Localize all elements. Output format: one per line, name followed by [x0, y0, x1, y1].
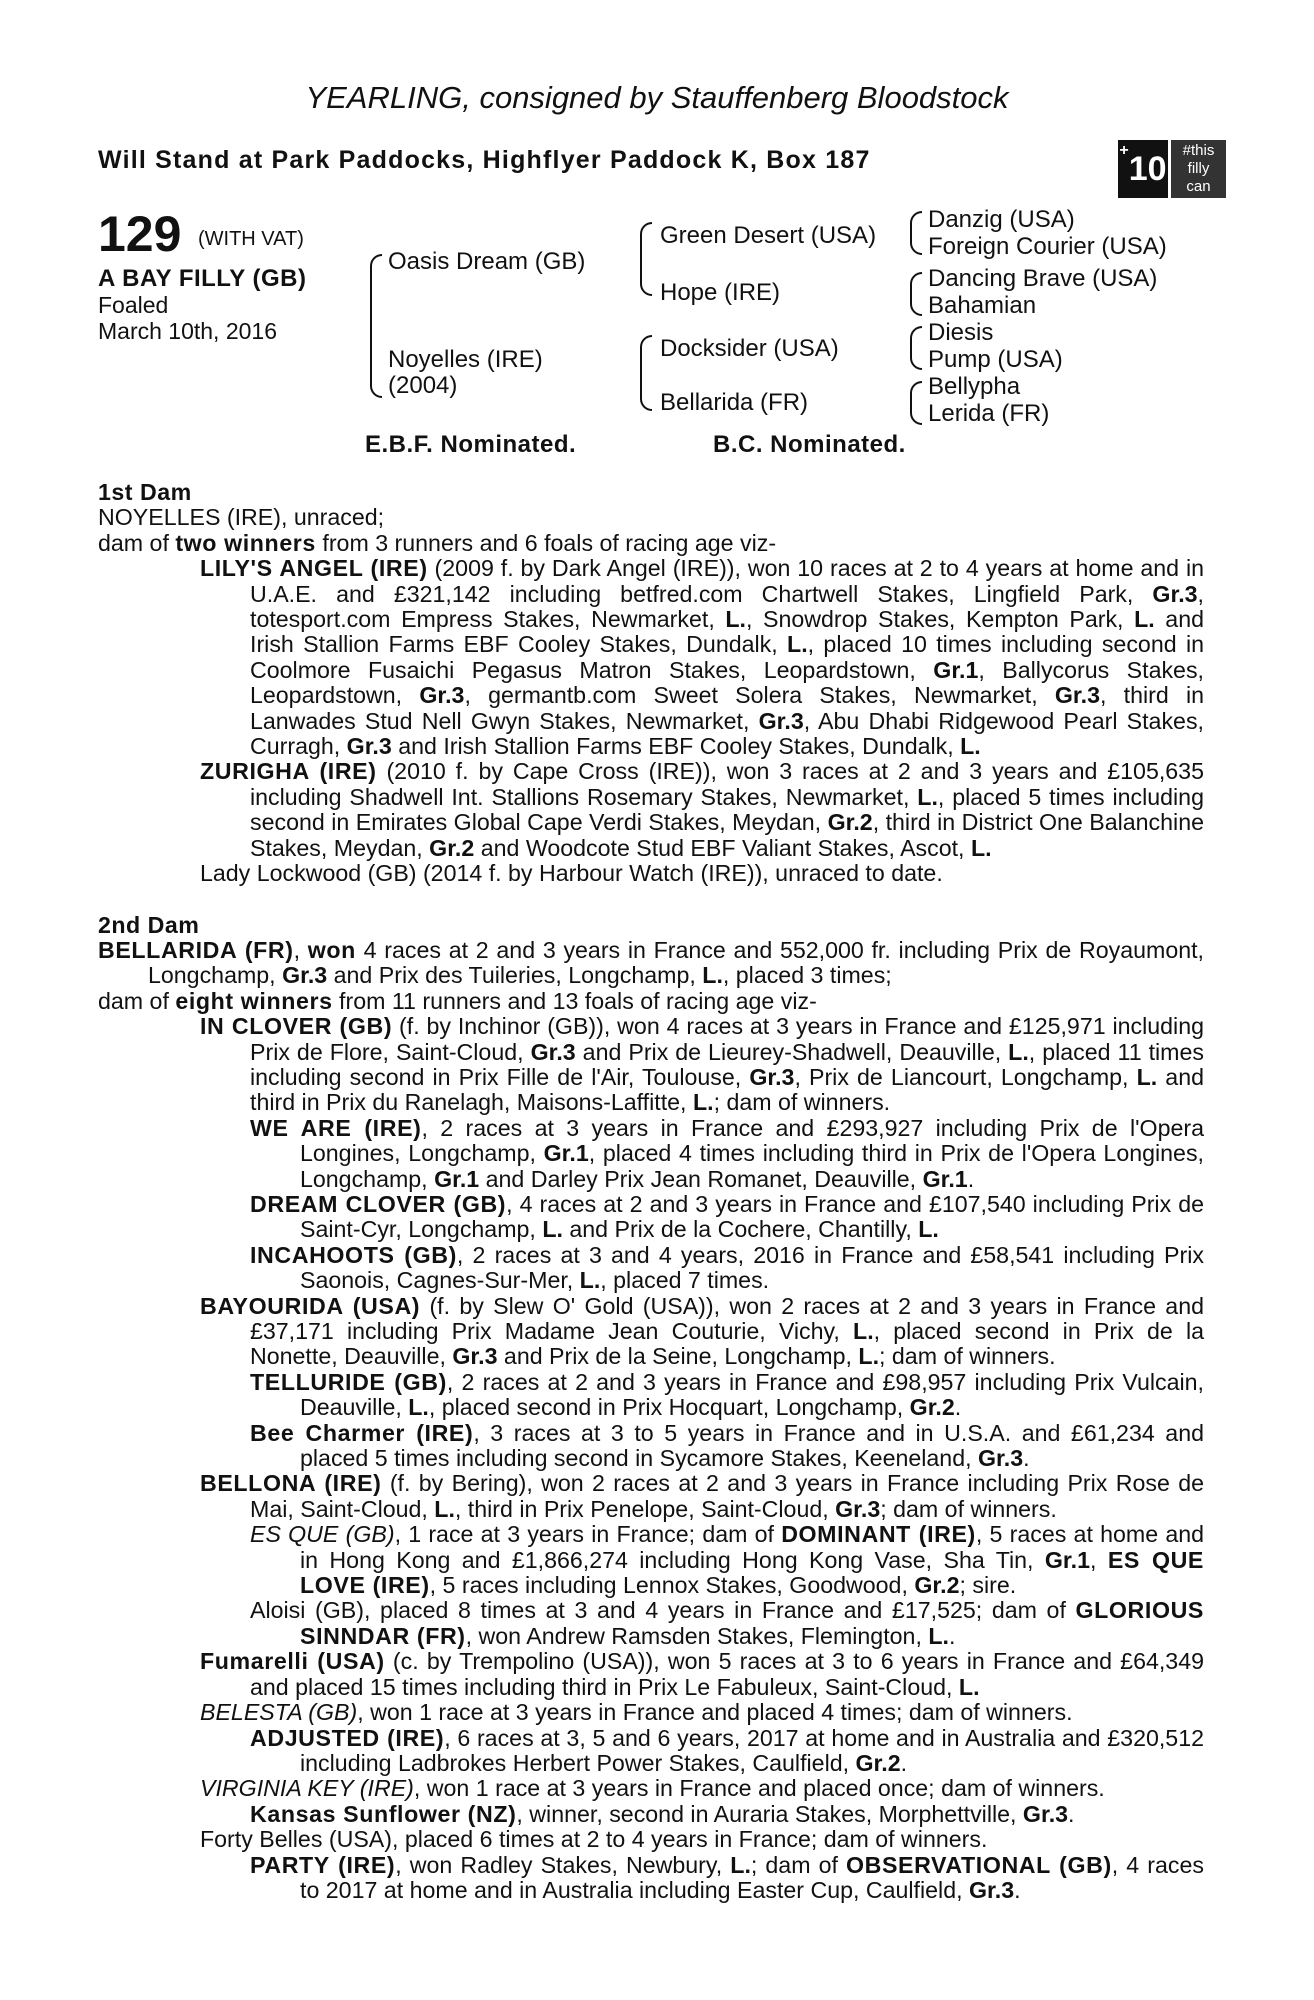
brace-ds-parents	[910, 326, 922, 370]
progeny-entry: Fumarelli (USA) (c. by Trempolino (USA)), won 5 races at 3 to 6 years in France and £64,349 and placed 15 times including third in Prix Le Fabuleux, Saint-Cloud, L.	[200, 1648, 1204, 1700]
progeny-entry: PARTY (IRE), won Radley Stakes, Newbury, L.; dam of OBSERVATIONAL (GB), 4 races to 2017 at home and in Australia including Easter Cup, Caulfield, Gr.3.	[250, 1851, 1204, 1903]
progeny-entry: ADJUSTED (IRE), 6 races at 3, 5 and 6 years, 2017 at home and in Australia and £320,512 including Ladbrokes Herbert Power Stakes, Caulfield, Gr.2.	[250, 1724, 1204, 1776]
progeny-entry: Aloisi (GB), placed 8 times at 3 and 4 years in France and £17,525; dam of GLORIOUS SINNDAR (FR), won Andrew Ramsden Stakes, Flemington, L..	[250, 1597, 1204, 1649]
progeny-entry: Bee Charmer (IRE), 3 races at 3 to 5 years in France and in U.S.A. and £61,234 and placed 5 times including second in Sycamore Stakes, Keeneland, Gr.3.	[250, 1419, 1204, 1472]
pedigree-sire-dam: Hope (IRE)	[660, 279, 781, 306]
progeny-entry: BAYOURIDA (USA) (f. by Slew O' Gold (USA)), won 2 races at 2 and 3 years in France and £37,171 including Prix Madame Jean Couturie, Vichy, L., placed second in Prix de la Nonette, Deauville, Gr.3 and Prix de la Seine, Longchamp, L.; dam of winners.	[200, 1292, 1204, 1370]
first-dam-intro: NOYELLES (IRE), unraced;	[98, 504, 385, 531]
progeny-entry: Forty Belles (USA), placed 6 times at 2 to 4 years in France; dam of winners.	[200, 1826, 988, 1853]
logo-number: 10	[1128, 150, 1167, 188]
foaled-date: March 10th, 2016	[98, 318, 278, 344]
pedigree-dss: Diesis	[928, 319, 994, 346]
progeny-entry: LILY'S ANGEL (IRE) (2009 f. by Dark Angel (IRE)), won 10 races at 2 to 4 years at home and in U.A.E. and £321,142 including betfred.com Chartwell Stakes, Lingfield Park, Gr.3, totesport.com Empress Stakes, Newmarket, L., Snowdrop Stakes, Kempton Park, L. and Irish Stallion Farms EBF Cooley Stakes, Dundalk, L., placed 10 times including second in Coolmore Fusaichi Pegasus Matron Stakes, Leopardstown, Gr.1, Ballycorus Stakes, Leopardstown, Gr.3, germantb.com Sweet Solera Stakes, Newmarket, Gr.3, third in Lanwades Stud Nell Gwyn Stakes, Newmarket, Gr.3, Abu Dhabi Ridgewood Pearl Stakes, Curragh, Gr.3 and Irish Stallion Farms EBF Cooley Stakes, Dundalk, L.	[200, 555, 1205, 760]
progeny-entry: VIRGINIA KEY (IRE), won 1 race at 3 years in France and placed once; dam of winners.	[200, 1775, 1105, 1802]
pedigree-dds: Bellypha	[928, 373, 1021, 400]
sale-title: YEARLING, consigned by Stauffenberg Bloodstock	[305, 80, 1009, 115]
pedigree-ssd: Foreign Courier (USA)	[928, 233, 1167, 260]
logo-tag-line-1: #this	[1182, 142, 1215, 159]
progeny-entry: WE ARE (IRE), 2 races at 3 years in France and £293,927 including Prix de l'Opera Longines, Longchamp, Gr.1, placed 4 times including third in Prix de l'Opera Longines, Longchamp, Gr.1 and Darley Prix Jean Romanet, Deauville, Gr.1.	[250, 1114, 1204, 1192]
progeny-entry: BELLONA (IRE) (f. by Bering), won 2 races at 2 and 3 years in France including Prix Rose de Mai, Saint-Cloud, L., third in Prix Penelope, Saint-Cloud, Gr.3; dam of winners.	[200, 1470, 1204, 1522]
second-dam-heading: 2nd Dam	[98, 911, 200, 938]
progeny-entry: INCAHOOTS (GB), 2 races at 3 and 4 years, 2016 in France and £58,541 including Prix Saonois, Cagnes-Sur-Mer, L., placed 7 times.	[250, 1241, 1204, 1294]
progeny-entry: ES QUE (GB), 1 race at 3 years in France; dam of DOMINANT (IRE), 5 races at home and in Hong Kong and £1,866,274 including Hong Kong Vase, Sha Tin, Gr.1, ES QUE LOVE (IRE), 5 races including Lennox Stakes, Goodwood, Gr.2; sire.	[250, 1521, 1205, 1599]
lot-name: A BAY FILLY (GB)	[98, 265, 307, 292]
pedigree-dam-year: (2004)	[388, 372, 458, 399]
progeny-entry: ZURIGHA (IRE) (2010 f. by Cape Cross (IRE)), won 3 races at 2 and 3 years and £105,635 including Shadwell Int. Stallions Rosemary Stakes, Newmarket, L., placed 5 times including second in Emirates Global Cape Verdi Stakes, Meydan, Gr.2, third in District One Balanchine Stakes, Meydan, Gr.2 and Woodcote Stud EBF Valiant Stakes, Ascot, L.	[200, 758, 1204, 861]
pedigree-dam-dam: Bellarida (FR)	[660, 389, 809, 416]
this-filly-can-logo	[1171, 140, 1226, 198]
stand-location: Will Stand at Park Paddocks, Highflyer Paddock K, Box 187	[98, 146, 871, 174]
logo-tag-line-2: filly	[1187, 160, 1210, 177]
progeny-entry: BELESTA (GB), won 1 race at 3 years in France and placed 4 times; dam of winners.	[200, 1699, 1073, 1726]
brace-ss-parents	[910, 211, 922, 255]
progeny-entry: Kansas Sunflower (NZ), winner, second in Auraria Stakes, Morphettville, Gr.3.	[250, 1800, 1075, 1827]
foaled-label: Foaled	[98, 292, 169, 318]
progeny-entry: DREAM CLOVER (GB), 4 races at 2 and 3 years in France and £107,540 including Prix de Saint-Cyr, Longchamp, L. and Prix de la Cochere, Chantilly, L.	[250, 1190, 1204, 1243]
brace-sire-parents	[640, 222, 652, 296]
brace-dd-parents	[910, 381, 922, 425]
lot-number: 129	[98, 206, 182, 262]
progeny-entry: TELLURIDE (GB), 2 races at 2 and 3 years in France and £98,957 including Prix Vulcain, Deauville, L., placed second in Prix Hocquart, Longchamp, Gr.2.	[250, 1368, 1204, 1421]
pedigree-sss: Danzig (USA)	[928, 206, 1075, 233]
progeny-entry: Lady Lockwood (GB) (2014 f. by Harbour Watch (IRE)), unraced to date.	[200, 860, 943, 887]
bc-nominated: B.C. Nominated.	[713, 431, 906, 458]
first-dam-summary: dam of two winners from 3 runners and 6 foals of racing age viz-	[98, 529, 777, 556]
brace-sire-dam	[370, 254, 382, 398]
ebf-nominated: E.B.F. Nominated.	[365, 431, 577, 458]
pedigree-sdd: Bahamian	[928, 292, 1037, 319]
vat-note: (WITH VAT)	[198, 228, 304, 250]
pedigree-sire: Oasis Dream (GB)	[388, 248, 586, 275]
logo-tag-line-3: can	[1186, 178, 1211, 195]
plus-ten-logo	[1118, 140, 1168, 198]
pedigree-sire-sire: Green Desert (USA)	[660, 222, 877, 249]
pedigree-ddd: Lerida (FR)	[928, 400, 1050, 427]
brace-dam-parents	[640, 335, 652, 411]
progeny-entry: IN CLOVER (GB) (f. by Inchinor (GB)), won 4 races at 3 years in France and £125,971 including Prix de Flore, Saint-Cloud, Gr.3 and Prix de Lieurey-Shadwell, Deauville, L., placed 11 times including second in Prix Fille de l'Air, Toulouse, Gr.3, Prix de Liancourt, Longchamp, L. and third in Prix du Ranelagh, Maisons-Laffitte, L.; dam of winners.	[200, 1013, 1204, 1116]
pedigree-dam: Noyelles (IRE)	[388, 346, 543, 373]
catalogue-body	[98, 480, 1204, 1903]
pedigree-dsd: Pump (USA)	[928, 346, 1063, 373]
pedigree-sds: Dancing Brave (USA)	[928, 265, 1158, 292]
first-dam-heading: 1st Dam	[98, 479, 192, 505]
brace-sd-parents	[910, 272, 922, 316]
pedigree-dam-sire: Docksider (USA)	[660, 335, 839, 362]
second-dam-summary: dam of eight winners from 11 runners and 13 foals of racing age viz-	[98, 987, 817, 1014]
second-dam-record: BELLARIDA (FR), won 4 races at 2 and 3 years in France and 552,000 fr. including Prix de Royaumont, Longchamp, Gr.3 and Prix des Tuileries, Longchamp, L., placed 3 times;	[98, 936, 1204, 989]
logo-plus: +	[1119, 142, 1129, 159]
